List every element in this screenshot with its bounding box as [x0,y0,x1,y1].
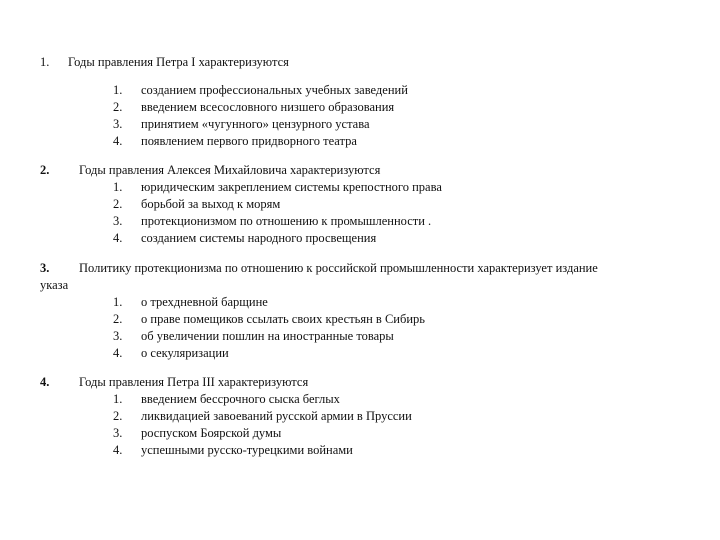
question-3-text: Политику протекционизма по отношению к российской промышленности характеризует издание [79,261,598,275]
q2-option-1-text: юридическим закреплением системы крепостного права [141,180,442,194]
q4-option-1-text: введением бессрочного сыска беглых [141,392,340,406]
q2-option-2-number: 2. [113,197,123,211]
q3-option-3-number: 3. [113,329,123,343]
question-4-text: Годы правления Петра III характеризуются [79,375,309,389]
question-3-number: 3. [40,261,50,275]
question-2-text: Годы правления Алексея Михайловича характеризуются [79,163,381,177]
question-1-number: 1. [40,55,50,69]
q1-option-1-number: 1. [113,83,123,97]
q1-option-4-text: появлением первого придворного театра [141,134,357,148]
question-4-number: 4. [40,375,50,389]
question-1-text: Годы правления Петра I характеризуются [68,55,289,69]
q4-option-1-number: 1. [113,392,123,406]
q2-option-2-text: борьбой за выход к морям [141,197,281,211]
q3-option-3-text: об увеличении пошлин на иностранные товары [141,329,394,343]
question-3-text-continuation: указа [40,278,69,292]
q1-option-2-text: введением всесословного низшего образования [141,100,395,114]
q2-option-4-number: 4. [113,231,123,245]
q4-option-2-number: 2. [113,409,123,423]
q3-option-4-number: 4. [113,346,123,360]
q4-option-4-text: успешными русско-турецкими войнами [141,443,353,457]
q3-option-2-number: 2. [113,312,123,326]
q2-option-3-text: протекционизмом по отношению к промышленности . [141,214,432,228]
q4-option-2-text: ликвидацией завоеваний русской армии в Пруссии [141,409,412,423]
q1-option-4-number: 4. [113,134,123,148]
q1-option-3-number: 3. [113,117,123,131]
q3-option-1-text: о трехдневной барщине [141,295,268,309]
q3-option-4-text: о секуляризации [141,346,229,360]
q4-option-4-number: 4. [113,443,123,457]
q3-option-2-text: о праве помещиков ссылать своих крестьян в Сибирь [141,312,425,326]
q2-option-3-number: 3. [113,214,123,228]
question-2-number: 2. [40,163,50,177]
q4-option-3-text: роспуском Боярской думы [141,426,282,440]
q2-option-4-text: созданием системы народного просвещения [141,231,377,245]
q1-option-2-number: 2. [113,100,123,114]
q3-option-1-number: 1. [113,295,123,309]
q4-option-3-number: 3. [113,426,123,440]
q2-option-1-number: 1. [113,180,123,194]
q1-option-1-text: созданием профессиональных учебных заведений [141,83,408,97]
q1-option-3-text: принятием «чугунного» цензурного устава [141,117,370,131]
